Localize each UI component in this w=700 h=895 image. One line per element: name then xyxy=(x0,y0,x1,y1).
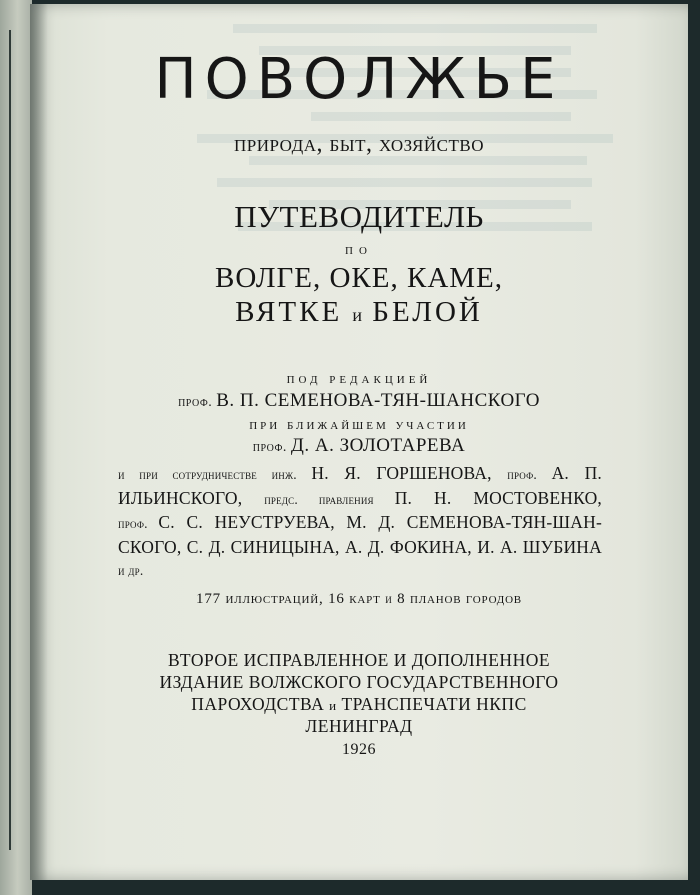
edition-line-3-part-2: ТРАНСПЕЧАТИ НКПС xyxy=(336,694,527,714)
editor-title: проф. xyxy=(178,395,217,410)
contributor-name: ИЛЬИНСКОГО, xyxy=(118,487,265,508)
facing-page-border-line xyxy=(9,30,11,850)
edition-line-1: ВТОРОЕ ИСПРАВЛЕННОЕ И ДОПОЛНЕННОЕ xyxy=(167,650,551,670)
contributors-line-1 xyxy=(118,462,602,487)
book-title: ПОВОЛЖЬЕ xyxy=(154,47,564,112)
guide-preposition: по xyxy=(345,241,373,258)
contributors-line-5: и др. xyxy=(118,563,144,578)
edition-line-2: ИЗДАНИЕ ВОЛЖСКОГО ГОСУДАРСТВЕННОГО xyxy=(159,672,559,692)
contributor-title: предс. правления xyxy=(264,491,395,507)
contributors-block xyxy=(118,462,602,583)
guide-heading: ПУТЕВОДИТЕЛЬ xyxy=(234,199,484,234)
rivers-line-2-conjunction: и xyxy=(352,305,363,325)
rivers-line-2 xyxy=(30,296,688,331)
contributor-title: проф. xyxy=(118,516,159,531)
participant-line xyxy=(30,435,688,459)
edition-line-3-part-1: ПАРОХОДСТВА xyxy=(191,694,330,714)
contributors-line-4: СКОГО, С. Д. СИНИЦЫНА, А. Д. ФОКИНА, И. А. ШУБИНА xyxy=(118,536,602,557)
participation-label: при ближайшем участии xyxy=(249,417,469,433)
contributor-name: П. Н. МОСТОВЕНКО, xyxy=(394,487,602,508)
publication-city: ЛЕНИНГРАД xyxy=(305,716,413,736)
illustrations-conjunction: и xyxy=(385,591,393,606)
participant-name: Д. А. ЗОЛОТАРЕВА xyxy=(290,435,466,456)
contributor-name: Н. Я. ГОРШЕНОВА, xyxy=(311,463,508,483)
editorship-label: под редакцией xyxy=(286,371,432,387)
contributor-names: С. С. НЕУСТРУЕВА, М. Д. СЕМЕНОВА-ТЯН-ШАН- xyxy=(158,512,602,532)
rivers-line-2-part-1: ВЯТКЕ xyxy=(235,296,353,328)
illustrations-part-2: 8 планов городов xyxy=(392,591,522,607)
publication-year: 1926 xyxy=(342,741,376,758)
edition-line-3-conjunction: и xyxy=(329,698,337,713)
contributors-line-3 xyxy=(118,511,602,536)
rivers-line-2-part-2: БЕЛОЙ xyxy=(362,296,483,328)
contributor-name: А. П. xyxy=(551,463,602,483)
contributors-line-2 xyxy=(118,487,602,512)
participant-title: проф. xyxy=(252,440,291,455)
illustrations-count-line xyxy=(30,590,688,608)
edition-line-3 xyxy=(30,694,688,716)
facing-page-edge xyxy=(0,0,32,895)
rivers-line-1: ВОЛГЕ, ОКЕ, КАМЕ, xyxy=(214,262,504,294)
illustrations-part-1: 177 иллюстраций, 16 карт xyxy=(196,591,386,607)
contributor-title: проф. xyxy=(507,467,552,482)
contributors-intro: и при сотрудничестве инж. xyxy=(118,467,312,482)
book-subtitle: природа, быт, хозяйство xyxy=(234,131,484,157)
editor-line xyxy=(30,390,688,414)
editor-name: В. П. СЕМЕНОВА-ТЯН-ШАНСКОГО xyxy=(216,390,540,411)
